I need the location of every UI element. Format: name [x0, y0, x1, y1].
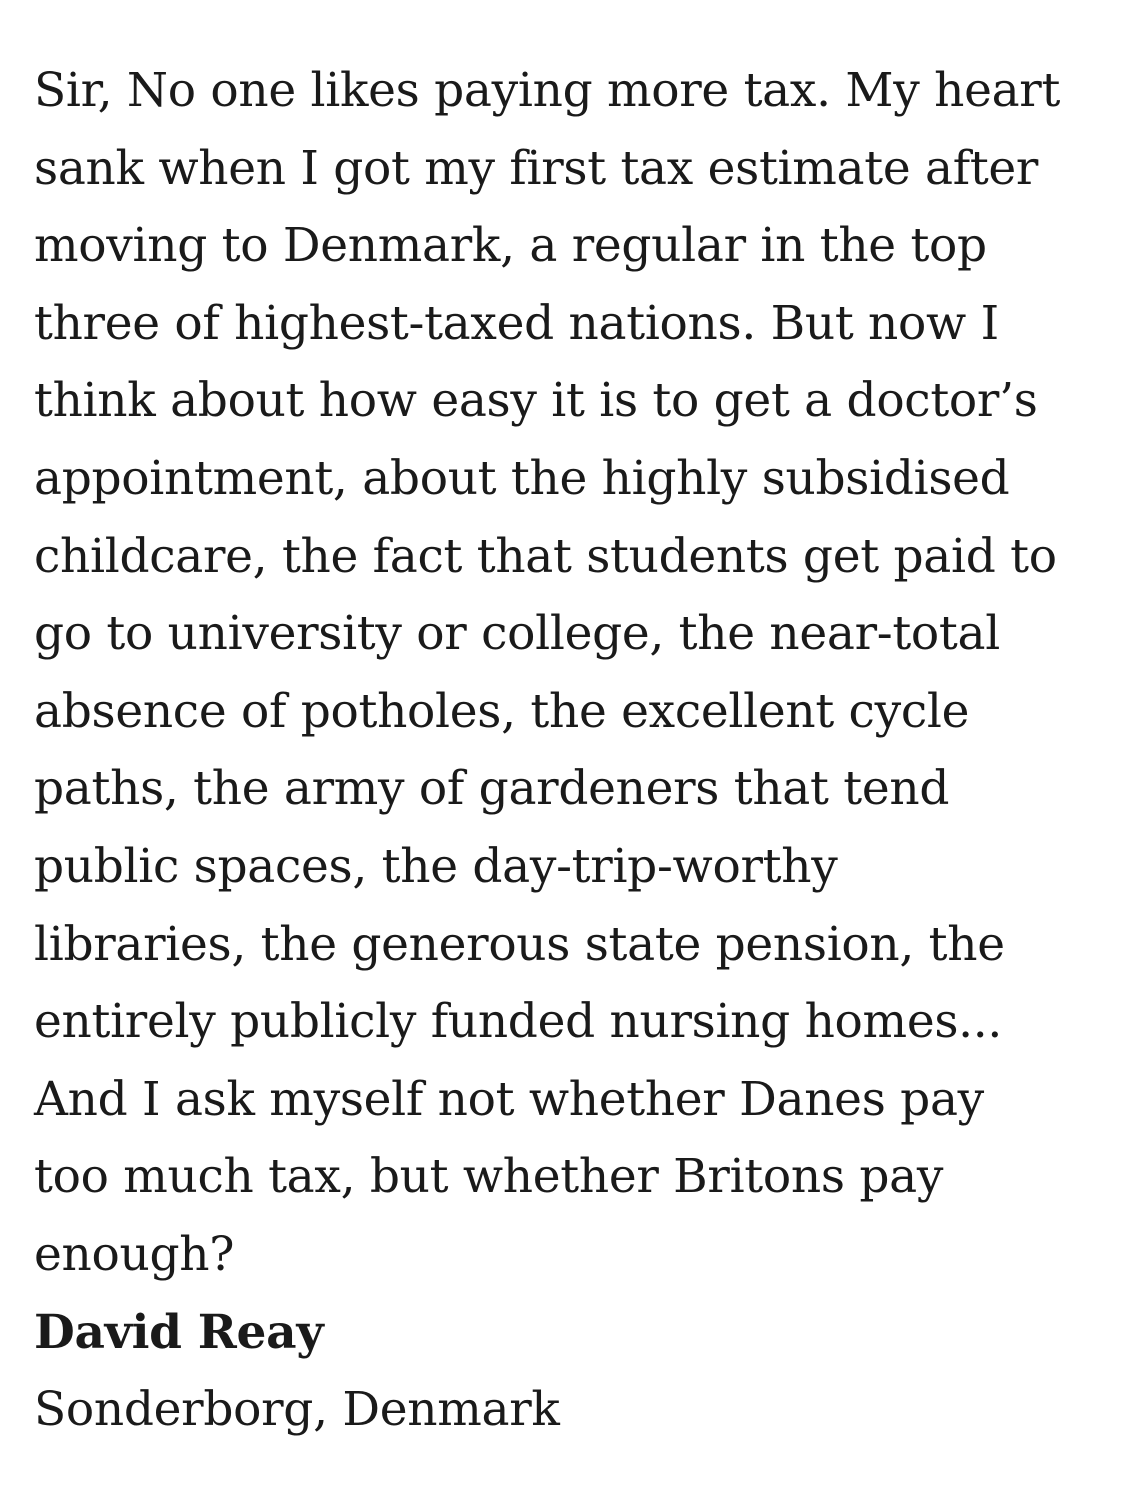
letter-body: [34, 52, 1104, 1294]
letter-line: paths, the army of gardeners that tend: [34, 761, 950, 817]
signature-location: Sonderborg, Denmark: [34, 1382, 560, 1438]
signature-name: David Reay: [34, 1304, 324, 1360]
letter-line: think about how easy it is to get a doctor’s: [34, 373, 1038, 429]
letter-line: sank when I got my first tax estimate after: [34, 140, 1039, 196]
letter-line: too much tax, but whether Britons pay: [34, 1149, 944, 1205]
letter-line: libraries, the generous state pension, the: [34, 916, 1005, 972]
letter-line: Sir, No one likes paying more tax. My heart: [34, 63, 1061, 118]
letter-line: go to university or college, the near-total: [34, 606, 1000, 662]
letter-line: public spaces, the day-trip-worthy: [34, 838, 838, 894]
letter-line: three of highest-taxed nations. But now I: [34, 295, 999, 351]
letter-line: childcare, the fact that students get paid to: [34, 528, 1057, 584]
letter-line: absence of potholes, the excellent cycle: [34, 683, 970, 739]
letter-line: enough?: [34, 1226, 235, 1282]
letter-line: appointment, about the highly subsidised: [34, 450, 1010, 506]
letter-line: entirely publicly funded nursing homes...: [34, 994, 1003, 1050]
letter-line: And I ask myself not whether Danes pay: [34, 1071, 984, 1127]
letter-line: moving to Denmark, a regular in the top: [34, 218, 987, 274]
letter: [34, 52, 1104, 1449]
